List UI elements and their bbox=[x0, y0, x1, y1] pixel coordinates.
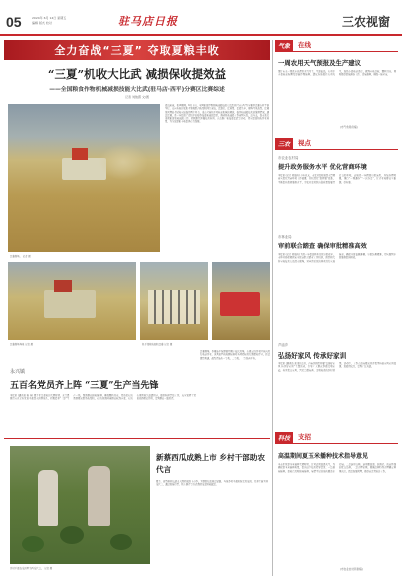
watermelon-3 bbox=[110, 534, 132, 550]
column-culture-body: 本报讯 (通讯员 张 丽) 近日，芦庙乡组织开展“弘扬好家风 传承好家训”主题活动，引导广大群众争做文明家庭、传承优良家风，营造崇德向善、文明和谐的乡村氛围。活动中，工作人员向群众宣讲优秀传统家风家训故事，发放倡议书，受到广泛欢迎。 bbox=[278, 362, 396, 372]
watermelon-1 bbox=[60, 526, 84, 544]
column-bottom-title: 高温期间夏玉米播种技术指导意见 bbox=[278, 453, 369, 460]
competition-photo-3 bbox=[212, 262, 270, 340]
column-mid-title: 提升政务服务水平 优化营商环境 bbox=[278, 164, 367, 171]
column-top-label-suffix: 在线 bbox=[298, 41, 311, 49]
main-story-byline: 记者 刘俊霞 文/图 bbox=[125, 95, 149, 99]
header-meta-2: 编辑 版式 校对 bbox=[32, 21, 52, 25]
column-mid-label: 三农 bbox=[275, 138, 293, 149]
column-top-title: 一周农用天气预报及生产建议 bbox=[278, 59, 362, 67]
feature-body: 眼下，新蔡县西瓜迎来大面积成熟上市季。为帮助瓜农拓宽销路，当地乡村干部纷纷走进瓜田，化身主播为西瓜代言，通过直播带货、线上推介等方式帮助瓜农增收致富。 bbox=[156, 480, 268, 487]
column-top-footer: (市气象局供稿) bbox=[340, 126, 358, 129]
column-low-body: 本报讯 (记者 刘俊霞) 为进一步提高林木采伐审批效率，市林业局积极探索审批前联合踏查工作机制，组织相关科室和技术人员深入现场，对申请采伐的林木进行实地核查，确保审批依据准确、审批结果精准，切实做到审批服务提质增效。 bbox=[278, 253, 396, 263]
watermelon-2 bbox=[22, 536, 44, 552]
header-rule bbox=[0, 34, 402, 36]
page-number: 05 bbox=[6, 14, 22, 30]
column-bottom-body: 当前正值夏玉米播种关键时期，针对近期高温天气，为确保夏玉米播种质量，提出以下技术指导意见：一是抢墒播种。麦收后及时抢墒播种，墒情不足的地块要浇水造墒。二是选用良种。选用耐高温、抗倒伏、抗病性强的优良品种。三是合理密植。根据品种特性合理确定种植密度。四是加强管理，做好病虫害防治工作。 bbox=[278, 463, 396, 473]
masthead: 驻马店日报 bbox=[118, 15, 178, 28]
main-story-body-bottom: 比赛现场，参赛选手按照抽签顺序依次进场，在规定的作业区域内进行收获作业。裁判员严格按照标准对各项指标进行测量和评分。经过激烈角逐，最终评选出一等奖、二等奖、三等奖若干名。 bbox=[200, 350, 270, 360]
column-mid-kicker: 市农业农村局 bbox=[278, 156, 299, 160]
column-mid-header bbox=[275, 138, 398, 150]
column-low-title: 审前联合踏查 确保审批精准高效 bbox=[278, 243, 367, 250]
column-low-kicker: 市林业局 bbox=[278, 235, 292, 239]
harvester-cab bbox=[72, 148, 88, 160]
column-mid-body: 本报讯 (记者 刘俊霞) 今年以来，市农业农村局深入贯彻落实优化营商环境工作部署，持续深化“放管服”改革，不断提升政务服务水平，为农业农村经济高质量发展营造良好环境。该局进一步精简审批流程，压缩办理时限，推行“一网通办”“一次办妥”，让企业和群众少跑腿、好办事。 bbox=[278, 174, 396, 184]
wheat-field-photo bbox=[8, 104, 160, 252]
section-name: 三农视窗 bbox=[341, 15, 390, 29]
column-top-body: 预计未来一周我市以晴好天气为主，气温偏高，有利于小麦收获晾晒及夏播作物播种。建议各地抓住有利天气，加快小麦收获进度，做到应收尽收、颗粒归仓。同时做好夏播准备工作，适墒抢种，确保一播全苗。 bbox=[278, 70, 396, 77]
column-top-label: 气象 bbox=[275, 40, 293, 51]
column-bottom-label: 科技 bbox=[275, 432, 293, 443]
machine-cab bbox=[54, 280, 72, 292]
column-divider bbox=[272, 40, 273, 576]
photo1-caption: 比赛现场。 记者 摄 bbox=[10, 255, 31, 258]
column-culture-kicker: 芦庙乡 bbox=[278, 343, 289, 347]
column-bottom-footer: (市农业农村局供稿) bbox=[340, 568, 363, 571]
feature-photo-caption: 乡村干部在瓜田里为西瓜代言。 记者 摄 bbox=[10, 567, 53, 570]
header-meta-1: 2024年 6月 14日 星期五 bbox=[32, 16, 67, 20]
competition-photo-1 bbox=[8, 262, 136, 340]
banner bbox=[4, 40, 270, 60]
feature-title: 新蔡西瓜成熟上市 乡村干部助农代言 bbox=[156, 453, 265, 474]
story-two-kicker: 永兴镇 bbox=[10, 369, 26, 375]
main-story-body: 麦浪滚滚，机声隆隆。6月上旬，全国粮食作物机械减损技能大比武(驻马店·西平)分赛区比赛在西平县举行。来自各地的农机手驾驶联合收割机同台竞技，比速度、比质量、比损失率，现场气氛热烈。比赛设置理论考试和实际操作两个环节，重点考核机手对收获机械的调试、操作和减损技术的掌握情况。通过比赛，进一步提高了农机手的操作技能和减损意识，推动机收减损工作落到实处。近年来，我市高度重视粮食机收减损工作，积极组织开展技术培训、示范推广和技能比武等活动，切实提高机收作业质量，为夺取夏粮丰收提供有力保障。 bbox=[165, 104, 269, 124]
person-2 bbox=[88, 466, 110, 526]
watermelon-photo bbox=[10, 446, 150, 564]
photo3-caption: 机手驾驶收割机比赛 记者 摄 bbox=[142, 343, 173, 346]
column-culture-title: 弘扬好家风 传承好家训 bbox=[278, 352, 347, 360]
competition-photo-2 bbox=[140, 262, 208, 340]
column-bottom-header bbox=[275, 432, 398, 444]
dust-cloud bbox=[98, 144, 148, 180]
person-1 bbox=[38, 470, 58, 526]
story-two-title: 五百名党员齐上阵 “三夏”生产当先锋 bbox=[10, 381, 159, 391]
harvester-red bbox=[220, 292, 260, 316]
column-top-header bbox=[275, 40, 398, 52]
main-story-subtitle: ——全国粮食作物机械减损技能大比武(驻马店·西平)分赛区比赛综述 bbox=[49, 87, 225, 93]
page-header bbox=[6, 8, 398, 32]
column-mid-label-suffix: 视点 bbox=[298, 139, 311, 147]
column-bottom-label-suffix: 支招 bbox=[298, 433, 311, 441]
banner-text: 全力奋战“三夏” 夺取夏粮丰收 bbox=[54, 44, 220, 57]
people-group bbox=[148, 290, 200, 324]
story-two-body: 本报讯 (通讯员 陈 佳) 眼下正是麦收的关键时期，永兴镇组织五百余名党员干部深入田间地头，积极投身“三夏”生产一线，帮助群众抢收抢种，确保颗粒归仓。党员们有的帮助群众联系收割机，有的协助困难群众收割小麦，有的在田间地头巡逻值守，做好秸秆禁烧工作，充分发挥了党员先锋模范作用，受到群众一致好评。 bbox=[10, 394, 196, 401]
photo2-caption: 比赛现场场景 记者 摄 bbox=[10, 343, 34, 346]
machine-shape bbox=[44, 290, 96, 318]
main-story-title: “三夏”机收大比武 减损保收提效益 bbox=[47, 67, 227, 81]
section-divider bbox=[4, 438, 270, 439]
